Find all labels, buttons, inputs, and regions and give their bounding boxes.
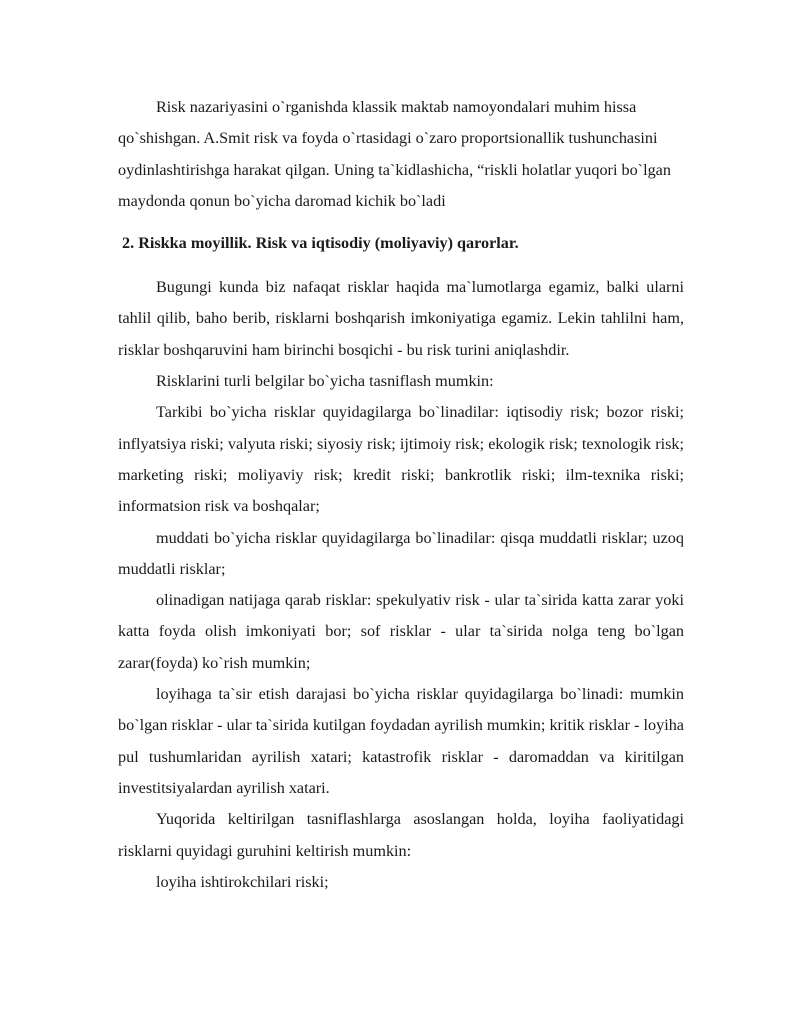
paragraph-participant-risk: loyiha ishtirokchilari riski; <box>156 872 329 891</box>
paragraph-risk-by-duration: muddati bo`yicha risklar quyidagilarga bo`linadilar: qisqa muddatli risklar; uzoq muddatli risklar; <box>118 528 684 578</box>
paragraph-risk-by-impact: loyihaga ta`sir etish darajasi bo`yicha risklar quyidagilarga bo`linadi: mumkin bo`lgan risklar - ular ta`sirida kutilgan foydadan ayrilish mumkin; kritik risklar - loyiha pul tushumlaridan ayrilish xatari; katastrofik risklar - daromaddan va kiritilgan investitsiyalardan ayrilish xatari. <box>118 685 684 797</box>
document-page <box>118 92 684 898</box>
paragraph-classification-intro: Risklarini turli belgilar bo`yicha tasniflash mumkin: <box>156 372 494 391</box>
paragraph-project-risk-groups: Yuqorida keltirilgan tasniflashlarga asoslangan holda, loyiha faoliyatidagi risklarni quyidagi guruhini keltirish mumkin: <box>118 810 684 860</box>
paragraph-classical-school: Risk nazariyasini o`rganishda klassik maktab namoyondalari muhim hissa qo`shishgan. A.Smit risk va foyda o`rtasidagi o`zaro proportsionallik tushunchasini oydinlashtirishga harakat qilgan. Uning ta`kidlashicha, “riskli holatlar yuqori bo`lgan maydonda qonun bo`yicha daromad kichik bo`ladi <box>118 98 671 210</box>
paragraph-risk-by-outcome: olinadigan natijaga qarab risklar: spekulyativ risk - ular ta`sirida katta zarar yoki katta foyda olish imkoniyati bor; sof risklar - ular ta`sirida nolga teng bo`lgan zarar(foyda) ko`rish mumkin; <box>118 591 684 672</box>
paragraph-risk-knowledge: Bugungi kunda biz nafaqat risklar haqida ma`lumotlarga egamiz, balki ularni tahlil qilib, baho berib, risklarni boshqarish imkoniyatiga egamiz. Lekin tahlilni ham, risklar boshqaruvini ham birinchi bosqichi - bu risk turini aniqlashdir. <box>118 278 684 359</box>
paragraph-risk-by-composition: Tarkibi bo`yicha risklar quyidagilarga bo`linadilar: iqtisodiy risk; bozor riski; inflyatsiya riski; valyuta riski; siyosiy risk; ijtimoiy risk; ekologik risk; texnologik risk; marketing riski; moliyaviy risk; kredit riski; bankrotlik riski; ilm-texnika riski; informatsion risk va boshqalar; <box>118 403 684 516</box>
section-heading: 2. Riskka moyillik. Risk va iqtisodiy (moliyaviy) qarorlar. <box>122 234 519 253</box>
